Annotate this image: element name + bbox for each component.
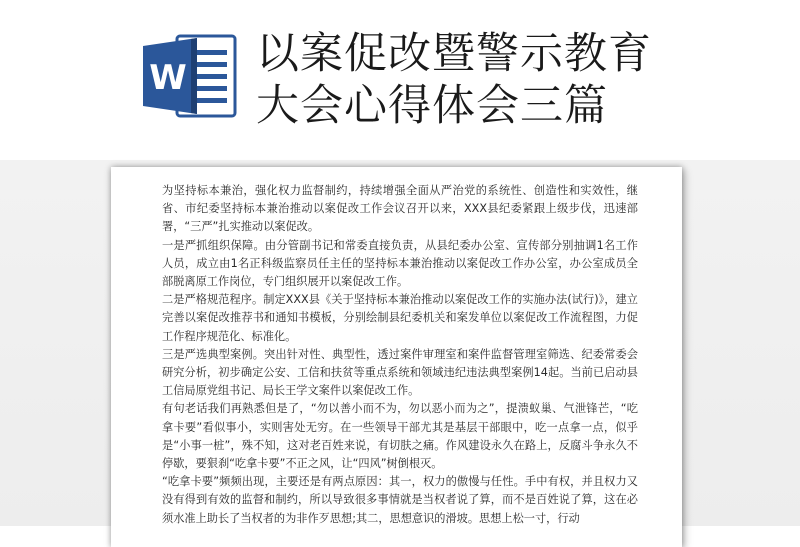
word-icon-letter: W: [149, 58, 187, 98]
paragraph-intro: 为坚持标本兼治，强化权力监督制约，持续增强全面从严治党的系统性、创造性和实效性，继省、市纪委坚持标本兼治推动以案促改工作会议召开以来，XXX县纪委紧跟上级步伐，迅速部署，“三严”扎实推动以案促改。: [162, 184, 638, 234]
page-title: [256, 28, 776, 132]
paragraph-procedure: 二是严格规范程序。制定XXX县《关于坚持标本兼治推动以案促改工作的实施办法(试行)》，建立完善以案促改推荐书和通知书模板，分别绘制县纪委机关和案发单位以案促改工作流程图，力促工作程序规范化、标准化。: [162, 293, 638, 343]
paragraph-cases: 三是严选典型案例。突出针对性、典型性，透过案件审理室和案件监督管理室筛选、纪委常委会研究分析，初步确定公安、工信和扶贫等重点系统和领域违纪违法典型案例14起。当前已启动县工信局原党组书记、局长王学文案件以案促改工作。: [162, 347, 638, 398]
header-banner: [0, 0, 800, 160]
document-body: [162, 182, 638, 528]
title-line-2: 大会心得体会三篇: [256, 81, 608, 131]
word-document-icon: [143, 34, 239, 118]
paragraph-reasons: “吃拿卡要”频频出现，主要还是有两点原因：其一，权力的傲慢与任性。手中有权，并且权力又没有得到有效的监督和制约，所以导致很多事情就是当权者说了算，而不是百姓说了算，这在必须水准上助长了当权者的为非作歹思想;其二，思想意识的滑坡。思想上松一寸，行动: [162, 475, 638, 525]
title-line-1: 以案促改暨警示教育: [256, 29, 652, 79]
paragraph-organization: 一是严抓组织保障。由分管副书记和常委直接负责，从县纪委办公室、宣传部分别抽调1名工作人员，成立由1名正科级监察员任主任的坚持标本兼治推动以案促改工作办公室，办公室成员全部脱离原工作岗位，专门组织展开以案促改工作。: [162, 238, 638, 289]
paragraph-saying: 有句老话我们再熟悉但是了，“勿以善小而不为，勿以恶小而为之”，提溃蚁巢、气泄锋芒，“吃拿卡要”看似事小，实则害处无穷。在一些领导干部尤其是基层干部眼中，吃一点拿一点，似乎是“小事一桩”，殊不知，这对老百姓来说，有切肤之痛。作风建设永久在路上，反腐斗争永久不停歇，要狠刹“吃拿卡要”不正之风，让“四风”树倒根灭。: [162, 402, 638, 471]
